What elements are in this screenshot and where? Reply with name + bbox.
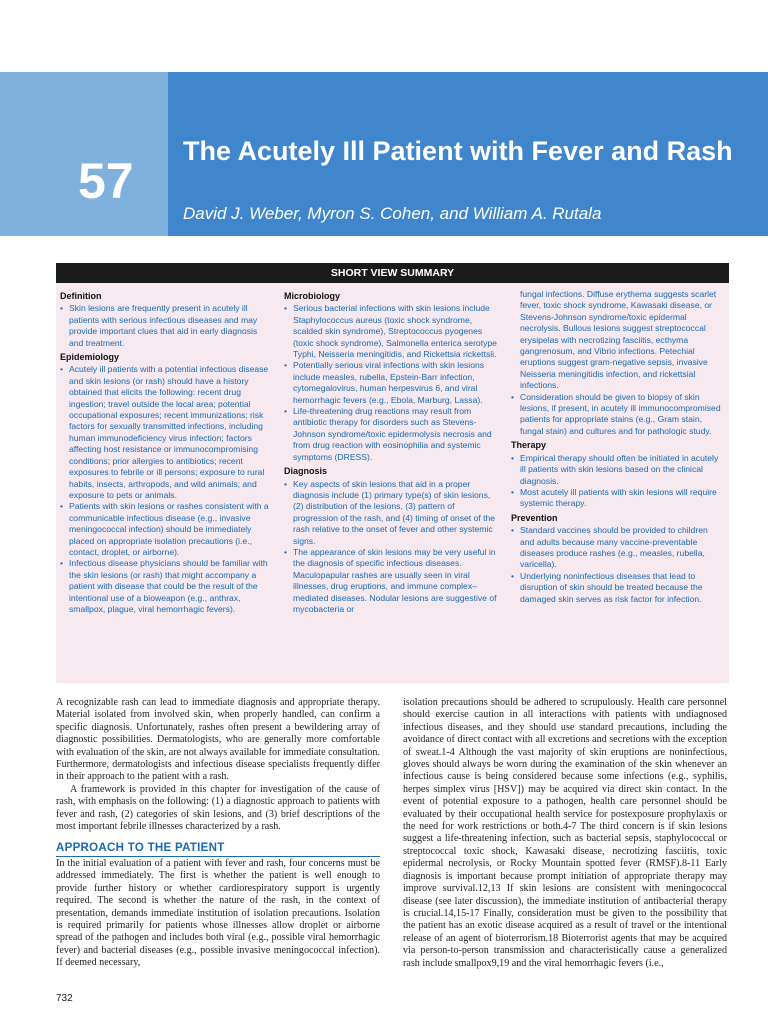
page-number: 732 — [56, 993, 73, 1004]
summary-heading: SHORT VIEW SUMMARY — [56, 263, 729, 283]
list-item: • Life-threatening drug reactions may result from antibiotic therapy for disorders such as Stevens-Johnson syndrome/toxic epidermolysis necrosis and from drug reaction with eosinophilia and systemic symptoms (DRESS). — [284, 406, 500, 463]
therapy-list — [511, 453, 721, 510]
chapter-header — [0, 72, 768, 236]
body-column-1 — [56, 697, 380, 970]
body-paragraph: In the initial evaluation of a patient with fever and rash, four concerns must be addressed immediately. The first is whether the patient is well enough to provide further history or whether cardiorespiratory support is urgently required. The second is whether the nature of the rash, in the context of presentation, demands immediate institution of isolation precautions. Isolation is required primarily for patients whose illnesses allow droplet or airborne spread of the pathogen and includes both viral (e.g., possible viral hemorrhagic fever) and bacterial diseases (e.g., possible invasive meningococcal infection). If deemed necessary, — [56, 857, 380, 969]
chapter-number: 57 — [78, 153, 134, 209]
microbiology-list — [284, 303, 500, 463]
definition-list — [60, 303, 270, 349]
list-item: • Skin lesions are frequently present in acutely ill patients with serious infectious diseases and may provide important clues that aid in early diagnosis and treatment. — [60, 303, 270, 349]
diagnosis-list — [284, 479, 500, 616]
diagnosis-heading: Diagnosis — [284, 466, 328, 477]
list-item: • Potentially serious viral infections with skin lesions include measles, rubella, Epstein-Barr infection, cytomegalovirus, human herpesvirus 6, and viral hemorrhagic fevers (e.g., Ebola, Marburg, Lassa). — [284, 360, 500, 406]
summary-column-1 — [60, 289, 270, 618]
diagnosis-list-continued — [511, 392, 721, 438]
chapter-authors: David J. Weber, Myron S. Cohen, and William A. Rutala — [183, 204, 602, 223]
chapter-number-box — [0, 72, 168, 236]
list-item: • Serious bacterial infections with skin lesions include Staphylococcus aureus (toxic shock syndrome, scalded skin syndrome), Streptococcus pyogenes (toxic shock syndrome), Salmonella enterica serotype Typhi, Neisseria meningitidis, and Rickettsia rickettsii. — [284, 303, 500, 360]
prevention-list — [511, 525, 721, 605]
therapy-heading: Therapy — [511, 440, 547, 451]
list-item: • Empirical therapy should often be initiated in acutely ill patients with skin lesions based on the clinical diagnosis. — [511, 453, 721, 487]
section-heading: APPROACH TO THE PATIENT — [56, 842, 380, 856]
summary-column-3 — [511, 289, 721, 608]
list-item: • Acutely ill patients with a potential infectious disease and skin lesions (or rash) should have a history obtained that elicits the following: recent drug ingestion; travel outside the local area; potential occupational exposures; recent immunizations; risk factors for sexually transmitted infections, including human immunodeficiency virus infection; factors affecting host resistance or immunocompromising conditions; prior allergies to antibiotics; recent exposures to febrile or ill persons; exposure to rural habits, insects, arthropods, and wild animals; and exposure to pets or animals. — [60, 364, 270, 501]
microbiology-heading: Microbiology — [284, 291, 340, 301]
list-item: • The appearance of skin lesions may be very useful in the diagnosis of specific infectious diseases. Maculopapular rashes are usually seen in viral illnesses, drug eruptions, and immune complex–mediated diseases. Nodular lesions are suggestive of mycobacteria or — [284, 547, 500, 615]
definition-heading: Definition — [60, 291, 102, 301]
list-item: • Most acutely ill patients with skin lesions will require systemic therapy. — [511, 487, 721, 510]
list-item: • Consideration should be given to biopsy of skin lesions, if present, in acutely ill immunocompromised patients for appropriate stains (e.g., Gram stain, fungal stain) and cultures and for pathologic study. — [511, 392, 721, 438]
body-column-2 — [403, 697, 727, 970]
body-paragraph: A framework is provided in this chapter for investigation of the cause of rash, with emphasis on the following: (1) a diagnostic approach to patients with fever and rash, (2) categories of skin lesions, and (3) brief descriptions of the most important febrile illnesses characterized by a rash. — [56, 783, 380, 833]
epidemiology-list — [60, 364, 270, 615]
chapter-title: The Acutely Ill Patient with Fever and Rash — [183, 136, 733, 166]
list-item: • Key aspects of skin lesions that aid in a proper diagnosis include (1) primary type(s) of skin lesions, (2) distribution of the lesions, (3) pattern of progression of the rash, and (4) timing of onset of the rash relative to the onset of fever and other systemic signs. — [284, 479, 500, 547]
list-item: • Infectious disease physicians should be familiar with the skin lesions (or rash) that might accompany a patient with disease that could be the result of the intentional use of a bioweapon (e.g., anthrax, smallpox, plague, viral hemorrhagic fevers). — [60, 558, 270, 615]
list-item: • Underlying noninfectious diseases that lead to disruption of skin should be treated because the damaged skin serves as risk factor for infection. — [511, 571, 721, 605]
prevention-heading: Prevention — [511, 512, 558, 523]
body-paragraph: isolation precautions should be adhered to scrupulously. Health care personnel should exercise caution in all interactions with patients with undiagnosed infectious diseases, and they should use standard precautions, including the avoidance of direct contact with all excretions and secretions with the exception of sweat.1-4 Although the vast majority of skin eruptions are noninfectious, gloves should always be worn during the examination of the skin whenever an infectious cause is being considered because some infections (e.g., syphilis, herpes simplex virus [HSV]) may be acquired via direct skin contact. In the event of potential exposure to a pathogen, health care personnel should be evaluated by their occupational health service for postexposure prophylaxis or the need for work restrictions or both.4-7 The third concern is if skin lesions suggest a life-threatening infection, such as bacterial sepsis, staphylococcal or streptococcal toxic shock, Kawasaki disease, necrotizing fasciitis, toxic epidermal necrolysis, or Rocky Mountain spotted fever (RMSF).8-11 Early diagnosis is important because prompt initiation of appropriate therapy may improve survival.12,13 If skin lesions are consistent with meningococcal disease (see later discussion), the immediate institution of antibacterial therapy is crucial.14,15-17 Finally, consideration must be given to the possibility that the patient has an exotic disease acquired as a result of travel or the intentional release of an agent of bioterrorism.18 Bioterrorist agents that may be acquired via person-to-person transmission and characteristically cause a generalized rash include smallpox9,19 and the viral hemorrhagic fevers (i.e., — [403, 697, 727, 969]
short-view-summary — [56, 263, 729, 683]
summary-column-2 — [284, 289, 500, 618]
list-item: • Standard vaccines should be provided to children and adults because many vaccine-preventable diseases produce rashes (e.g., measles, rubella, varicella). — [511, 525, 721, 571]
epidemiology-heading: Epidemiology — [60, 352, 120, 363]
list-item: • Patients with skin lesions or rashes consistent with a communicable infectious disease (e.g., invasive meningococcal infection) should be immediately placed on appropriate isolation precautions (i.e., contact, droplet, or airborne). — [60, 501, 270, 558]
diagnosis-continuation: fungal infections. Diffuse erythema suggests scarlet fever, toxic shock syndrome, Kawasaki disease, or Stevens-Johnson syndrome/toxic epidermal necrolysis. Bullous lesions suggest streptococcal erysipelas with necrotizing fasciitis, ecthyma gangrenosum, and Vibrio infections. Petechial eruptions suggest gram-negative sepsis, invasive Neisseria meningitidis infection, and rickettsial infections. — [520, 289, 717, 391]
body-paragraph: A recognizable rash can lead to immediate diagnosis and appropriate therapy. Material isolated from involved skin, when properly handled, can confirm a specific diagnosis. Unfortunately, rashes often present a bewildering array of diagnostic possibilities. Dermatologists, who are generally more comfortable with evaluation of the skin, are not always available for immediate consultation. Furthermore, dermatologists and infectious disease specialists frequently differ in their approach to the patient with a rash. — [56, 697, 380, 783]
